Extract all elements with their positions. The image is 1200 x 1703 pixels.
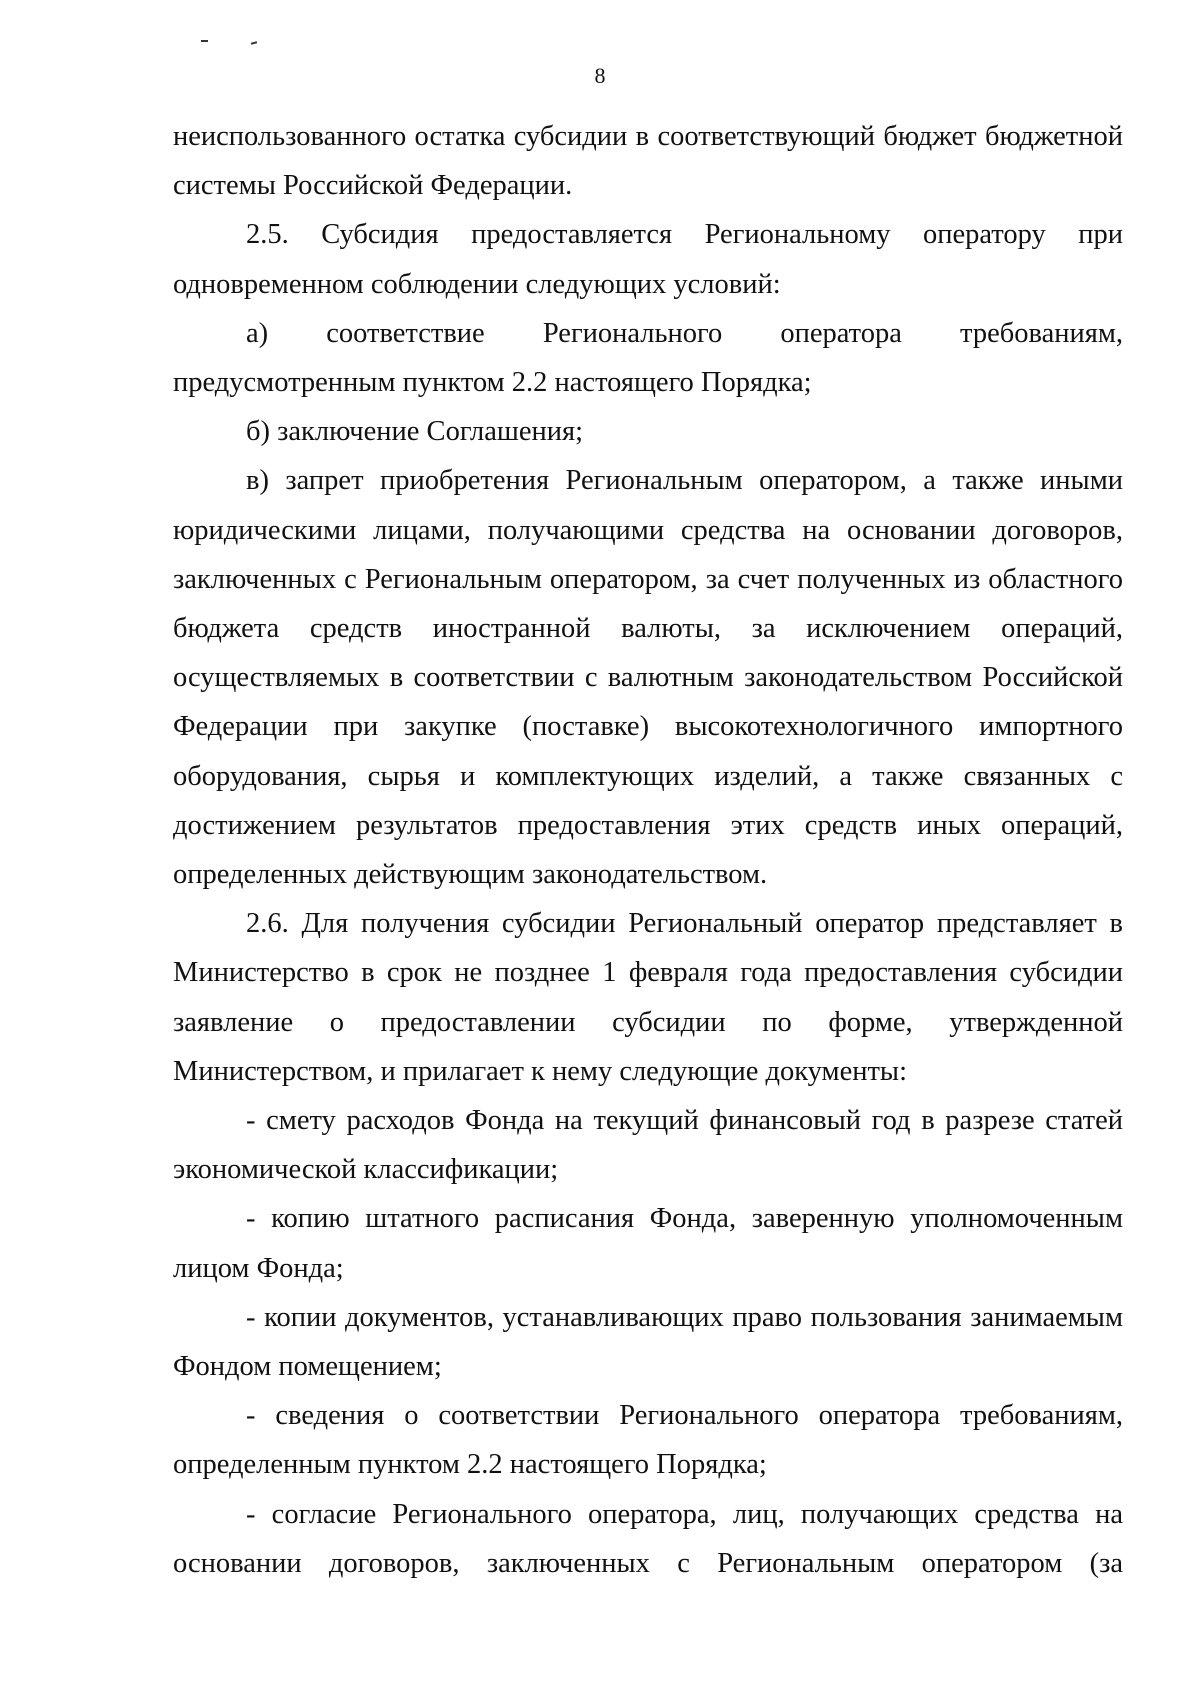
paragraph-2-5: 2.5. Субсидия предоставляется Региональному оператору при одновременном соблюдении следующих условий:	[173, 219, 1123, 300]
condition-a: а) соответствие Регионального оператора требованиям, предусмотренным пунктом 2.2 настоящего Порядка;	[173, 317, 1123, 399]
document-item-premises: - копии документов, устанавливающих право пользования занимаемым Фондом помещением;	[173, 1301, 1123, 1383]
document-item-compliance: - сведения о соответствии Регионального оператора требованиям, определенным пунктом 2.2 настоящего Порядка;	[173, 1400, 1123, 1481]
document-body	[173, 112, 1123, 1588]
condition-v: в) запрет приобретения Региональным оператором, а также иными юридическими лицами, получающими средства на основании договоров, заключенных с Региональным оператором, за счет полученных из областного бюджета средств иностранной валюты, за исключением операций, осуществляемых в соответствии с валютным законодательством Российской Федерации при закупке (поставке) высокотехнологичного импортного оборудования, сырья и комплектующих изделий, а также связанных с достижением результатов предоставления этих средств иных операций, определенных действующим законодательством.	[173, 465, 1123, 891]
document-item-budget-estimate: - смету расходов Фонда на текущий финансовый год в разрезе статей экономической классификации;	[173, 1105, 1123, 1186]
document-item-staff-schedule: - копию штатного расписания Фонда, заверенную уполномоченным лицом Фонда;	[173, 1203, 1123, 1284]
scan-artifact-mark	[251, 41, 257, 44]
document-item-consent: - согласие Регионального оператора, лиц, получающих средства на основании договоров, заключенных с Региональным оператором (за	[173, 1498, 1123, 1579]
paragraph-2-6: 2.6. Для получения субсидии Региональный оператор представляет в Министерство в срок не позднее 1 февраля года предоставления субсидии заявление о предоставлении субсидии по форме, утвержденной Министерством, и прилагает к нему следующие документы:	[173, 908, 1123, 1087]
page-number: 8	[594, 63, 606, 88]
condition-b: б) заключение Соглашения;	[246, 416, 584, 448]
scan-artifact-mark	[201, 40, 208, 42]
paragraph-continuation: неиспользованного остатка субсидии в соответствующий бюджет бюджетной системы Российской Федерации.	[173, 121, 1123, 202]
